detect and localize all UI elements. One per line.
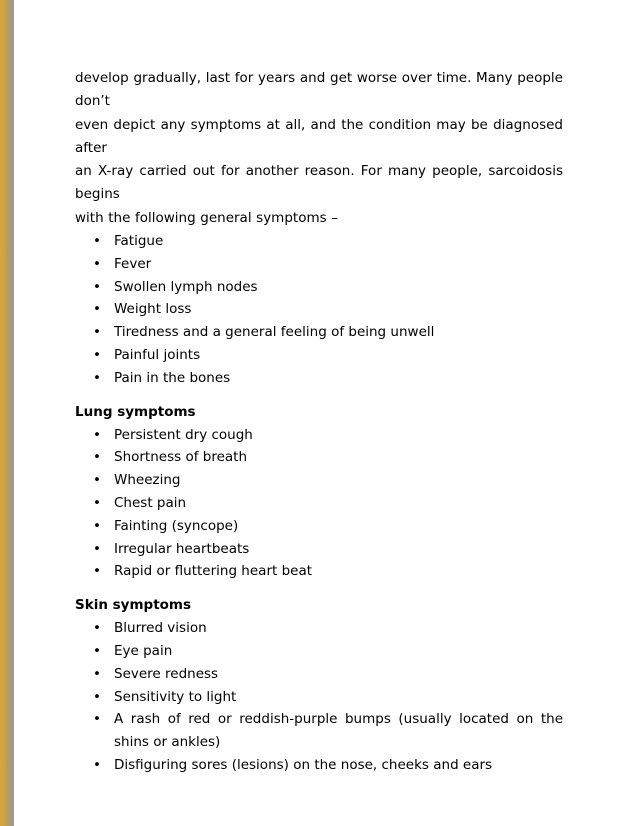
intro-line: with the following general symptoms – [75, 209, 338, 226]
bullet-icon: • [93, 540, 101, 557]
bullet-icon: • [93, 643, 101, 660]
bullet-icon: • [93, 757, 101, 774]
list-item: • Rapid or fluttering heart beat [75, 560, 563, 583]
list-item: • Disfiguring sores (lesions) on the nose, cheeks and ears [75, 754, 563, 777]
list-item: • Weight loss [75, 298, 563, 321]
bullet-icon: • [93, 347, 101, 364]
list-item: • Irregular heartbeats [75, 538, 563, 561]
bullet-icon: • [93, 324, 101, 341]
bullet-icon: • [93, 449, 101, 466]
lung-symptoms-heading: Lung symptoms [75, 403, 196, 420]
bullet-icon: • [93, 369, 101, 386]
list-item: • Eye pain [75, 640, 563, 663]
bullet-icon: • [93, 665, 101, 682]
lung-symptoms-list [75, 424, 563, 584]
bullet-icon: • [93, 688, 101, 705]
intro-paragraph [75, 67, 563, 230]
bullet-icon: • [93, 711, 101, 728]
list-item: • Tiredness and a general feeling of being unwell [75, 321, 563, 344]
list-item: • Shortness of breath [75, 446, 563, 469]
list-item: • Severe redness [75, 663, 563, 686]
list-item: • Fatigue [75, 230, 563, 253]
bullet-icon: • [93, 233, 101, 250]
bullet-icon: • [93, 563, 101, 580]
list-item: • Sensitivity to light [75, 686, 563, 709]
list-item: • Painful joints [75, 344, 563, 367]
list-item: • Pain in the bones [75, 367, 563, 390]
bullet-icon: • [93, 472, 101, 489]
intro-line: an X-ray carried out for another reason. For many people, sarcoidosis begins [75, 163, 563, 203]
bullet-icon: • [93, 517, 101, 534]
intro-line: develop gradually, last for years and get worse over time. Many people don’t [75, 70, 563, 110]
bullet-icon: • [93, 255, 101, 272]
decorative-side-bar [0, 0, 14, 826]
page-content [75, 67, 563, 777]
list-item: • Fever [75, 253, 563, 276]
general-symptoms-list [75, 230, 563, 390]
list-item: • Wheezing [75, 469, 563, 492]
bullet-icon: • [93, 301, 101, 318]
intro-line: even depict any symptoms at all, and the condition may be diagnosed after [75, 116, 563, 156]
list-item: • Chest pain [75, 492, 563, 515]
bullet-icon: • [93, 426, 101, 443]
skin-symptoms-heading: Skin symptoms [75, 597, 192, 614]
bullet-icon: • [93, 495, 101, 512]
list-item: • Fainting (syncope) [75, 515, 563, 538]
bullet-icon: • [93, 620, 101, 637]
list-item: • A rash of red or reddish-purple bumps (usually located on the shins or ankles) [75, 708, 563, 754]
bullet-icon: • [93, 278, 101, 295]
list-item: • Persistent dry cough [75, 424, 563, 447]
skin-symptoms-list [75, 617, 563, 777]
list-item: • Swollen lymph nodes [75, 276, 563, 299]
list-item: • Blurred vision [75, 617, 563, 640]
